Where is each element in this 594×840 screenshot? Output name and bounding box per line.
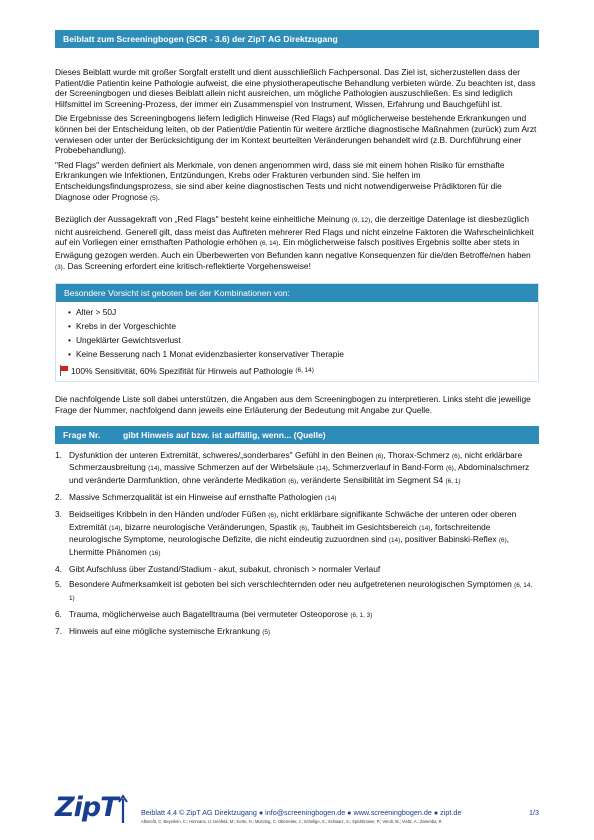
question-number: 4.: [55, 564, 62, 575]
reference: (6, 14, 1): [69, 582, 533, 602]
reference: (6): [452, 452, 460, 460]
text-segment: , bizarre neurologische Veränderungen, Spastik: [120, 521, 300, 532]
question-number: 2.: [55, 492, 62, 503]
reference: (14): [109, 524, 121, 532]
document-title: Beiblatt zum Screeningbogen (SCR - 3.6) der ZipT AG Direktzugang: [63, 34, 338, 44]
table-header: [55, 426, 539, 444]
caution-box: [55, 283, 539, 382]
text-segment: Beidseitiges Kribbeln in den Händen und/oder Füßen: [69, 509, 269, 520]
footer-contact: Beiblatt 4.4 © ZipT AG Direktzugang ● info@screeningbogen.de ● www.screeningbogen.de ● zipt.de: [141, 808, 462, 817]
reference: (14): [148, 465, 160, 473]
question-number: 1.: [55, 449, 62, 460]
text-segment: , Abdominalschmerz und veränderte Darmfunktion, ohne veränderte Medikation: [69, 462, 530, 485]
reference: (14): [316, 465, 328, 473]
question-list: [55, 450, 539, 639]
text-segment: Hinweis auf eine mögliche systemische Erkrankung: [69, 626, 263, 637]
question-item: [55, 609, 539, 622]
intro-paragraph-2: Die Ergebnisse des Screeningbogens liefern lediglich Hinweise (Red Flags) auf möglicherweise bestehende Erkrankungen und können bei der Entscheidung leiten, ob der Patient/die Patientin für weitere ärztliche diagnostische Maßnahmen (zurück) zum Arzt verwiesen oder unter der Berücksichtigung der im Kontext beurteilten Veränderungen behandelt wird (z.B. Durchführung einer Probebehandlung).: [55, 113, 537, 156]
reference: (6, 14): [259, 240, 279, 248]
question-explanation: [69, 609, 372, 622]
text-segment: Besondere Aufmerksamkeit ist geboten bei sich verschlechternden oder neu aufgetretenen neurologischen Symptomen: [69, 579, 515, 590]
question-number: 5.: [55, 579, 62, 590]
text-segment: Massive Schmerzqualität ist ein Hinweise auf ernsthafte Pathologien: [69, 492, 326, 503]
caution-item: • Alter > 50J: [68, 306, 538, 318]
reference: (6, 1, 3): [350, 612, 373, 620]
question-number: 7.: [55, 626, 62, 637]
reference: (9, 12): [351, 217, 371, 225]
red-flag-definition: "Red Flags" werden definiert als Merkmale, von denen angenommen wird, dass sie mit einem hohen Risiko für ernsthafte Erkrankungen wie Infektionen, Entzündungen, Krebs oder Frakturen verbunden sind. Sie helfen im Entscheidungsfindungsprozess, sie sind aber keine diagnostischen Tests und nicht notwendigerweise Prädiktoren für die Diagnose oder Prognose: [55, 159, 505, 202]
page-number: 1/3: [529, 808, 539, 817]
question-explanation: [69, 509, 539, 559]
caution-header: Besondere Vorsicht ist geboten bei der Kombinationen von:: [56, 284, 538, 302]
question-number: 6.: [55, 609, 62, 620]
text-segment: Dysfunktion der unteren Extremität, schweres/„sonderbares" Gefühl in den Beinen: [69, 449, 376, 460]
reference: (14): [419, 524, 431, 532]
reference: (6): [446, 465, 454, 473]
reference: (16): [149, 550, 161, 557]
text-segment: , die derzeitige Datenlage ist diesbezüglich nicht ausreichend. Generell gilt, dass meist das Auftreten mehrerer Red Flags und nicht einzelne Faktoren die Wahrscheinlichkeit auf ein Vorliegen einer ernsthaften Pathologie erhöhen: [55, 214, 534, 248]
zipt-logo: ZipT: [55, 792, 118, 823]
question-item: [55, 509, 539, 559]
intro-paragraph-4: [55, 214, 539, 273]
reference: (6, 1): [445, 477, 461, 485]
caution-item: • Keine Besserung nach 1 Monat evidenzbasierter konservativer Therapie: [68, 348, 538, 360]
logo-arrow-icon: [117, 794, 129, 824]
text-segment: , Lhermitte Phänomen: [69, 534, 510, 557]
footer: [55, 792, 539, 832]
text-segment: Gibt Aufschluss über Zustand/Stadium - akut, subakut, chronisch > normaler Verlauf: [69, 564, 381, 575]
intro-paragraph-3: "Red Flags" werden definiert als Merkmale, von denen angenommen wird, dass sie mit einem hohen Risiko für ernsthafte Erkrankungen wie Infektionen, Entzündungen, Krebs oder Frakturen verbunden sind. Sie helfen im Entscheidungsfindungsprozess, sie sind aber keine diagnostischen Tests und nicht notwendigerweise Prädiktoren für die Diagnose oder Prognose (5).: [55, 159, 505, 202]
reference: (6): [375, 452, 384, 460]
text-segment: . Ein möglicherweise falsch positives Ergebnis sollte aber stets in Erwägung gezogen werden. Auch ein Überbewerten von Befunden kann negative Konsequenzen für die/den Betroffe/nen haben: [55, 237, 531, 260]
text-segment: , nicht erklärbare signifikante Schwäche der unteren oder oberen Extremität: [69, 509, 517, 532]
question-number: 3.: [55, 509, 62, 520]
question-explanation: [69, 579, 539, 604]
question-explanation: [69, 564, 380, 575]
question-item: [55, 564, 539, 575]
text-segment: , massive Schmerzen auf der Wirbelsäule: [159, 462, 317, 473]
reference: (6): [268, 512, 277, 520]
caution-item: • Ungeklärter Gewichtsverlust: [68, 334, 538, 346]
caution-item: • Krebs in der Vorgeschichte: [68, 320, 538, 332]
reference: (6): [288, 477, 297, 485]
reference: (5): [149, 194, 158, 202]
column-header-question: Frage Nr.: [63, 429, 101, 440]
note-text: 100% Sensitivität, 60% Spezifität für Hinweis auf Pathologie: [71, 365, 294, 376]
reference: (14): [325, 495, 337, 503]
caution-list: [56, 302, 538, 364]
question-item: [55, 492, 539, 505]
text-segment: . Das Screening erfordert eine kritisch-reflektierte Vorgehensweise!: [62, 260, 311, 271]
text-segment: , positiver Babinski-Reflex: [400, 534, 499, 545]
text-segment: , Schmerzverlauf in Band-Form: [327, 462, 446, 473]
question-item: [55, 450, 539, 488]
intro-paragraph-1: Dieses Beiblatt wurde mit großer Sorgfalt erstellt und dient ausschließlich Fachpersonal. Das Ziel ist, sicherzustellen dass der Patient/die Patientin keine Pathologie aufweist, die eine physiotherapeutische Behandlung verbieten würde. Zu beachten ist, dass der Screeningbogen und dieses Beiblatt allein nicht ausreichen, um mögliche Pathologien auszuschließen. Es sind lediglich Hilfsmittel im Screening-Prozess, der immer ein Zusammenspiel von Instrument, Wissen, Erfahrung und Bauchgefühl ist.: [55, 67, 536, 109]
list-intro: Die nachfolgende Liste soll dabei unterstützen, die Angaben aus dem Screeningbogen zu interpretieren. Links steht die jeweilige Frage der Nummer, nachfolgend dann jeweils eine Erläuterung der Bedeutung mit Angabe zur Quelle.: [55, 394, 531, 416]
question-explanation: [69, 492, 336, 505]
sensitivity-note: [56, 364, 538, 381]
reference: (6, 14): [295, 367, 314, 375]
reference: (14): [388, 537, 401, 545]
reference: (6): [498, 537, 507, 545]
question-explanation: [69, 626, 270, 639]
column-header-hint: gibt Hinweis auf bzw. ist auffällig, wenn... (Quelle): [123, 429, 326, 440]
text-segment: , fortschreitende neurologische Symptome, neurologische Defizite, die nicht eindeutig zuzuordnen sind: [69, 521, 491, 545]
red-flag-icon: [59, 365, 69, 376]
document-page: [55, 30, 539, 644]
text-segment: , veränderte Sensibilität im Segment S4: [296, 474, 446, 485]
question-item: [55, 579, 539, 604]
reference: (5): [262, 629, 270, 637]
reference: (6): [299, 524, 307, 532]
text-segment: Bezüglich der Aussagekraft von „Red Flags" besteht keine einheitliche Meinung: [55, 214, 350, 225]
footer-authors: Albrecht, C; Beyerlein, C.; Hinnrans, U; Isenfeld, M.; Korte, H.; Münzing, C; Oberreiter, J.; Schellge, S.; Schwarz, S.; Spickhmeier, P.; Verolt, M.; Vieltz, A.; Zaremba, R.: [141, 819, 443, 824]
text-segment: , Thorax-Schmerz: [383, 449, 453, 460]
text-segment: Trauma, möglicherweise auch Bagatelltrauma (bei vermuteter Osteoporose: [69, 609, 351, 620]
question-explanation: [69, 450, 539, 488]
text-segment: , nicht erklärbare Schmerzausbreitung: [69, 449, 523, 473]
question-item: [55, 626, 539, 639]
text-segment: , Taubheit im Gesichtsbereich: [307, 521, 420, 532]
title-bar: [55, 30, 539, 48]
reference: (3): [55, 263, 63, 271]
